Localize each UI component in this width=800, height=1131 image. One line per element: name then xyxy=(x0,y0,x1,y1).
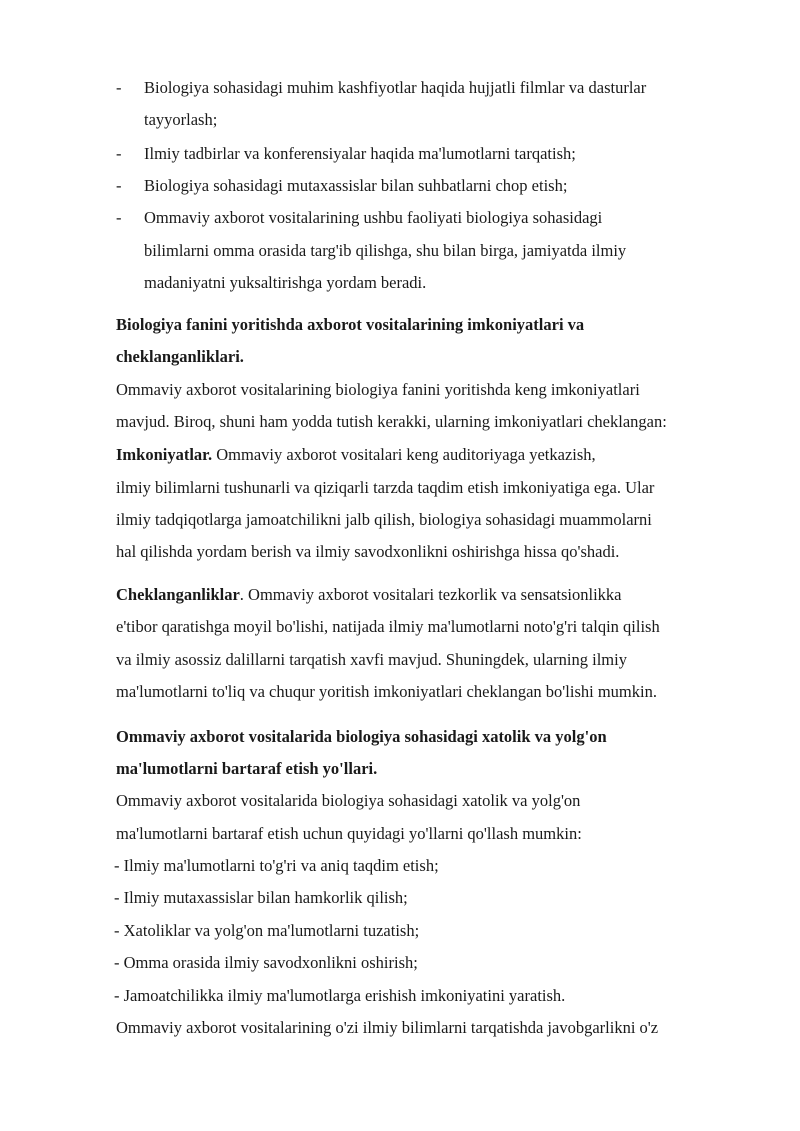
paragraph-line: va ilmiy asossiz dalillarni tarqatish xavfi mavjud. Shuningdek, ularning ilmiy xyxy=(116,650,627,669)
section-heading: Ommaviy axborot vositalarida biologiya sohasidagi xatolik va yolg'on xyxy=(116,727,607,746)
paragraph-line: e'tibor qaratishga moyil bo'lishi, natijada ilmiy ma'lumotlarni noto'g'ri talqin qilish xyxy=(116,617,660,636)
bullet-dash: - xyxy=(116,208,122,227)
list-item: - Jamoatchilikka ilmiy ma'lumotlarga erishish imkoniyatini yaratish. xyxy=(114,986,566,1005)
limits-label: Cheklanganliklar xyxy=(116,585,240,604)
paragraph-line: mavjud. Biroq, shuni ham yodda tutish kerakki, ularning imkoniyatlari cheklangan: xyxy=(116,412,667,431)
section-heading: cheklanganliklari. xyxy=(116,347,244,366)
bullet-text: Ommaviy axborot vositalarining ushbu faoliyati biologiya sohasidagi xyxy=(144,208,603,227)
paragraph-line: Ommaviy axborot vositalarining biologiya fanini yoritishda keng imkoniyatlari xyxy=(116,380,640,399)
paragraph-line: ilmiy tadqiqotlarga jamoatchilikni jalb qilish, biologiya sohasidagi muammolarni xyxy=(116,510,652,529)
list-item: - Ilmiy ma'lumotlarni to'g'ri va aniq taqdim etish; xyxy=(114,856,439,875)
bullet-dash: - xyxy=(116,144,122,163)
paragraph-line: ma'lumotlarni bartaraf etish uchun quyidagi yo'llarni qo'llash mumkin: xyxy=(116,824,582,843)
limits-text: . Ommaviy axborot vositalari tezkorlik va sensatsionlikka xyxy=(239,585,622,604)
bullet-text: Ilmiy tadbirlar va konferensiyalar haqida ma'lumotlarni tarqatish; xyxy=(144,144,576,163)
limits-line xyxy=(116,585,622,605)
paragraph-line: ma'lumotlarni to'liq va chuqur yoritish imkoniyatlari cheklangan bo'lishi mumkin. xyxy=(116,682,657,701)
list-item: - Xatoliklar va yolg'on ma'lumotlarni tuzatish; xyxy=(114,921,420,940)
paragraph-line: hal qilishda yordam berish va ilmiy savodxonlikni oshirishga hissa qo'shadi. xyxy=(116,542,620,561)
bullet-text: Biologiya sohasidagi mutaxassislar bilan suhbatlarni chop etish; xyxy=(144,176,568,195)
paragraph-line: Ommaviy axborot vositalarida biologiya sohasidagi xatolik va yolg'on xyxy=(116,791,581,810)
bullet-dash: - xyxy=(116,78,122,97)
paragraph-line: Ommaviy axborot vositalarining o'zi ilmiy bilimlarni tarqatishda javobgarlikni o'z xyxy=(116,1018,659,1037)
bullet-text: Biologiya sohasidagi muhim kashfiyotlar haqida hujjatli filmlar va dasturlar xyxy=(144,78,647,97)
bullet-text: tayyorlash; xyxy=(144,110,218,129)
opportunities-text: Ommaviy axborot vositalari keng auditoriyaga yetkazish, xyxy=(212,445,596,464)
opportunities-line xyxy=(116,445,596,465)
list-item: - Ilmiy mutaxassislar bilan hamkorlik qilish; xyxy=(114,888,408,907)
opportunities-label: Imkoniyatlar. xyxy=(116,445,213,464)
list-item: - Omma orasida ilmiy savodxonlikni oshirish; xyxy=(114,953,418,972)
bullet-text: bilimlarni omma orasida targ'ib qilishga, shu bilan birga, jamiyatda ilmiy xyxy=(144,241,627,260)
bullet-text: madaniyatni yuksaltirishga yordam beradi. xyxy=(144,273,427,292)
paragraph-line: ilmiy bilimlarni tushunarli va qiziqarli tarzda taqdim etish imkoniyatiga ega. Ular xyxy=(116,478,655,497)
section-heading: Biologiya fanini yoritishda axborot vositalarining imkoniyatlari va xyxy=(116,315,585,334)
bullet-dash: - xyxy=(116,176,122,195)
section-heading: ma'lumotlarni bartaraf etish yo'llari. xyxy=(116,759,378,778)
